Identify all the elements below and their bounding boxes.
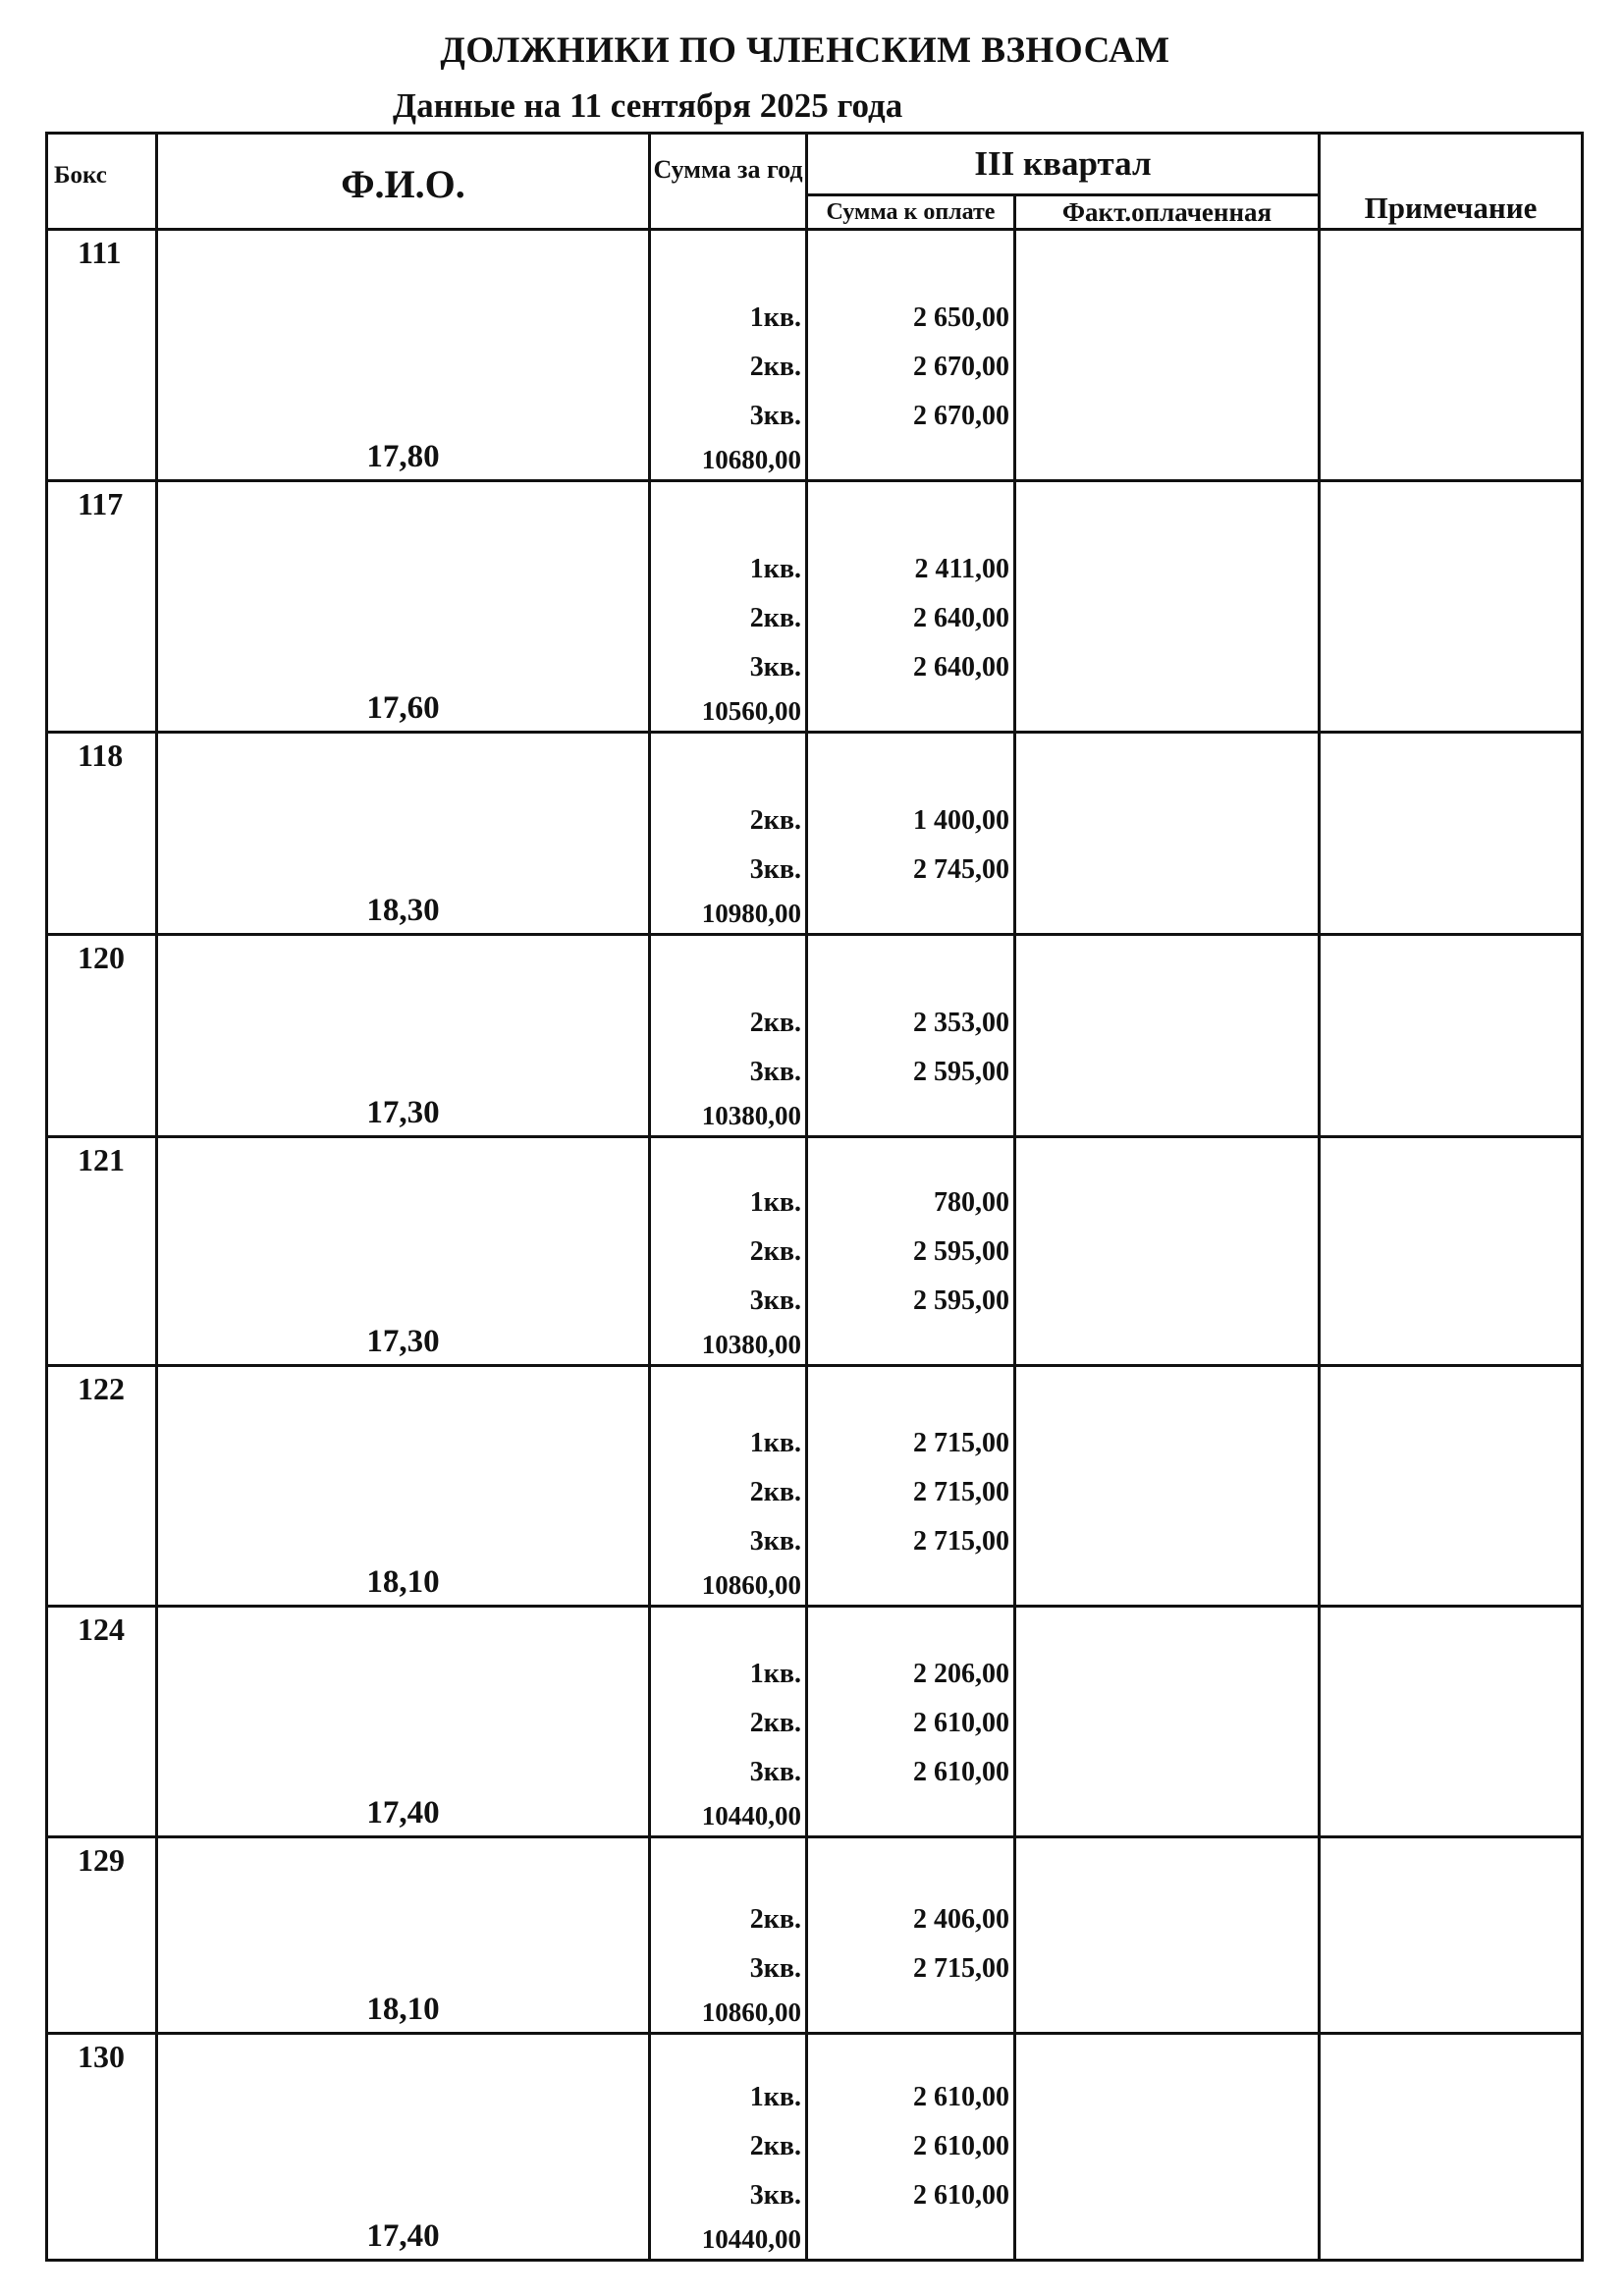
box-cell — [47, 1607, 157, 1837]
annual-cell — [650, 935, 807, 1137]
due-amount: 2 715,00 — [913, 1526, 1009, 1557]
box-cell — [47, 935, 157, 1137]
quarter-label: 3кв. — [749, 652, 801, 683]
due-amount: 2 406,00 — [913, 1904, 1009, 1935]
paid-cell — [1015, 935, 1320, 1137]
box-area: 17,80 — [366, 439, 440, 474]
quarter-label: 3кв. — [749, 1057, 801, 1087]
box-cell — [47, 2034, 157, 2261]
box-number: 130 — [78, 2039, 125, 2074]
header-note: Примечание — [1320, 134, 1583, 230]
table-row — [47, 1366, 1583, 1607]
note-cell — [1320, 230, 1583, 481]
due-amount: 2 670,00 — [913, 352, 1009, 382]
due-amount: 2 353,00 — [913, 1008, 1009, 1038]
quarter-label: 1кв. — [749, 2082, 801, 2112]
due-amount: 2 610,00 — [913, 1757, 1009, 1787]
note-cell — [1320, 935, 1583, 1137]
annual-sum: 10560,00 — [701, 696, 801, 726]
quarter-label: 1кв. — [749, 554, 801, 584]
due-amount: 2 610,00 — [913, 2131, 1009, 2161]
box-number: 124 — [78, 1612, 125, 1647]
fio-cell — [157, 481, 650, 733]
annual-cell — [650, 1837, 807, 2034]
table-row — [47, 230, 1583, 481]
due-cell — [807, 1366, 1015, 1607]
quarter-label: 3кв. — [749, 1285, 801, 1316]
debtors-table — [45, 132, 1584, 2262]
box-cell — [47, 1137, 157, 1366]
table-row — [47, 2034, 1583, 2261]
paid-cell — [1015, 481, 1320, 733]
box-cell — [47, 1366, 157, 1607]
due-amount: 780,00 — [934, 1187, 1009, 1218]
quarter-label: 1кв. — [749, 1187, 801, 1218]
fio-cell — [157, 1137, 650, 1366]
box-number: 122 — [78, 1371, 125, 1406]
quarter-label: 3кв. — [749, 2180, 801, 2211]
quarter-label: 3кв. — [749, 854, 801, 885]
annual-sum: 10860,00 — [701, 1997, 801, 2027]
table-row — [47, 733, 1583, 935]
due-amount: 2 715,00 — [913, 1953, 1009, 1984]
due-amount: 2 670,00 — [913, 401, 1009, 431]
note-cell — [1320, 1366, 1583, 1607]
paid-cell — [1015, 230, 1320, 481]
box-number: 111 — [78, 235, 122, 270]
due-cell — [807, 1137, 1015, 1366]
table-row — [47, 1137, 1583, 1366]
note-cell — [1320, 481, 1583, 733]
quarter-label: 1кв. — [749, 1659, 801, 1689]
quarter-label: 1кв. — [749, 1428, 801, 1458]
annual-sum: 10680,00 — [701, 445, 801, 474]
header-row-top — [47, 134, 1583, 195]
annual-sum: 10980,00 — [701, 899, 801, 928]
quarter-label: 2кв. — [749, 805, 801, 836]
due-amount: 2 610,00 — [913, 2180, 1009, 2211]
annual-cell — [650, 733, 807, 935]
quarter-label: 2кв. — [749, 603, 801, 633]
fio-cell — [157, 1607, 650, 1837]
annual-cell — [650, 481, 807, 733]
header-paid: Факт.оплаченная — [1015, 195, 1320, 230]
paid-cell — [1015, 2034, 1320, 2261]
box-area: 17,40 — [366, 1795, 440, 1831]
box-cell — [47, 230, 157, 481]
quarter-label: 3кв. — [749, 1757, 801, 1787]
due-amount: 2 715,00 — [913, 1477, 1009, 1507]
note-cell — [1320, 2034, 1583, 2261]
annual-sum: 10380,00 — [701, 1330, 801, 1359]
annual-cell — [650, 1137, 807, 1366]
paid-cell — [1015, 1137, 1320, 1366]
box-cell — [47, 733, 157, 935]
due-cell — [807, 2034, 1015, 2261]
due-amount: 2 610,00 — [913, 1708, 1009, 1738]
fio-cell — [157, 1366, 650, 1607]
due-cell — [807, 481, 1015, 733]
document-subtitle: Данные на 11 сентября 2025 года — [393, 86, 903, 125]
header-quarter: III квартал — [807, 134, 1320, 195]
box-area: 17,30 — [366, 1324, 440, 1359]
box-area: 18,30 — [366, 893, 440, 928]
fio-cell — [157, 1837, 650, 2034]
header-fio: Ф.И.О. — [157, 134, 650, 230]
box-number: 129 — [78, 1842, 125, 1878]
due-cell — [807, 230, 1015, 481]
note-cell — [1320, 1607, 1583, 1837]
table-row — [47, 935, 1583, 1137]
quarter-label: 2кв. — [749, 1904, 801, 1935]
table-row — [47, 1607, 1583, 1837]
due-amount: 2 745,00 — [913, 854, 1009, 885]
due-cell — [807, 1607, 1015, 1837]
due-amount: 2 640,00 — [913, 652, 1009, 683]
annual-cell — [650, 230, 807, 481]
quarter-label: 2кв. — [749, 352, 801, 382]
due-amount: 2 650,00 — [913, 302, 1009, 333]
fio-cell — [157, 935, 650, 1137]
paid-cell — [1015, 1366, 1320, 1607]
box-cell — [47, 1837, 157, 2034]
quarter-label: 2кв. — [749, 1708, 801, 1738]
due-amount: 2 595,00 — [913, 1236, 1009, 1267]
due-amount: 2 411,00 — [914, 554, 1009, 584]
paid-cell — [1015, 733, 1320, 935]
table-row — [47, 1837, 1583, 2034]
due-amount: 2 640,00 — [913, 603, 1009, 633]
box-area: 17,40 — [366, 2218, 440, 2254]
box-area: 18,10 — [366, 1564, 440, 1600]
due-amount: 2 206,00 — [913, 1659, 1009, 1689]
annual-cell — [650, 1607, 807, 1837]
quarter-label: 1кв. — [749, 302, 801, 333]
box-area: 17,30 — [366, 1095, 440, 1130]
due-amount: 2 715,00 — [913, 1428, 1009, 1458]
annual-sum: 10380,00 — [701, 1101, 801, 1130]
annual-cell — [650, 1366, 807, 1607]
quarter-label: 2кв. — [749, 1008, 801, 1038]
due-amount: 2 595,00 — [913, 1285, 1009, 1316]
box-number: 120 — [78, 940, 125, 975]
fio-cell — [157, 733, 650, 935]
quarter-label: 3кв. — [749, 1526, 801, 1557]
due-cell — [807, 733, 1015, 935]
header-due: Сумма к оплате — [807, 195, 1015, 230]
quarter-label: 2кв. — [749, 2131, 801, 2161]
fio-cell — [157, 230, 650, 481]
note-cell — [1320, 1837, 1583, 2034]
header-box: Бокс — [47, 134, 157, 230]
header-annual-sum: Сумма за год — [650, 134, 807, 230]
note-cell — [1320, 733, 1583, 935]
box-cell — [47, 481, 157, 733]
annual-sum: 10440,00 — [701, 2224, 801, 2254]
note-cell — [1320, 1137, 1583, 1366]
table-row — [47, 481, 1583, 733]
fio-cell — [157, 2034, 650, 2261]
annual-sum: 10860,00 — [701, 1570, 801, 1600]
due-cell — [807, 1837, 1015, 2034]
quarter-label: 3кв. — [749, 401, 801, 431]
quarter-label: 2кв. — [749, 1477, 801, 1507]
quarter-label: 3кв. — [749, 1953, 801, 1984]
box-number: 121 — [78, 1142, 125, 1177]
due-amount: 1 400,00 — [913, 805, 1009, 836]
annual-sum: 10440,00 — [701, 1801, 801, 1831]
box-area: 17,60 — [366, 690, 440, 726]
due-cell — [807, 935, 1015, 1137]
box-number: 117 — [78, 486, 124, 521]
due-amount: 2 595,00 — [913, 1057, 1009, 1087]
box-area: 18,10 — [366, 1992, 440, 2027]
document-title: ДОЛЖНИКИ ПО ЧЛЕНСКИМ ВЗНОСАМ — [440, 30, 1170, 71]
annual-cell — [650, 2034, 807, 2261]
paid-cell — [1015, 1837, 1320, 2034]
due-amount: 2 610,00 — [913, 2082, 1009, 2112]
quarter-label: 2кв. — [749, 1236, 801, 1267]
paid-cell — [1015, 1607, 1320, 1837]
box-number: 118 — [78, 738, 124, 773]
